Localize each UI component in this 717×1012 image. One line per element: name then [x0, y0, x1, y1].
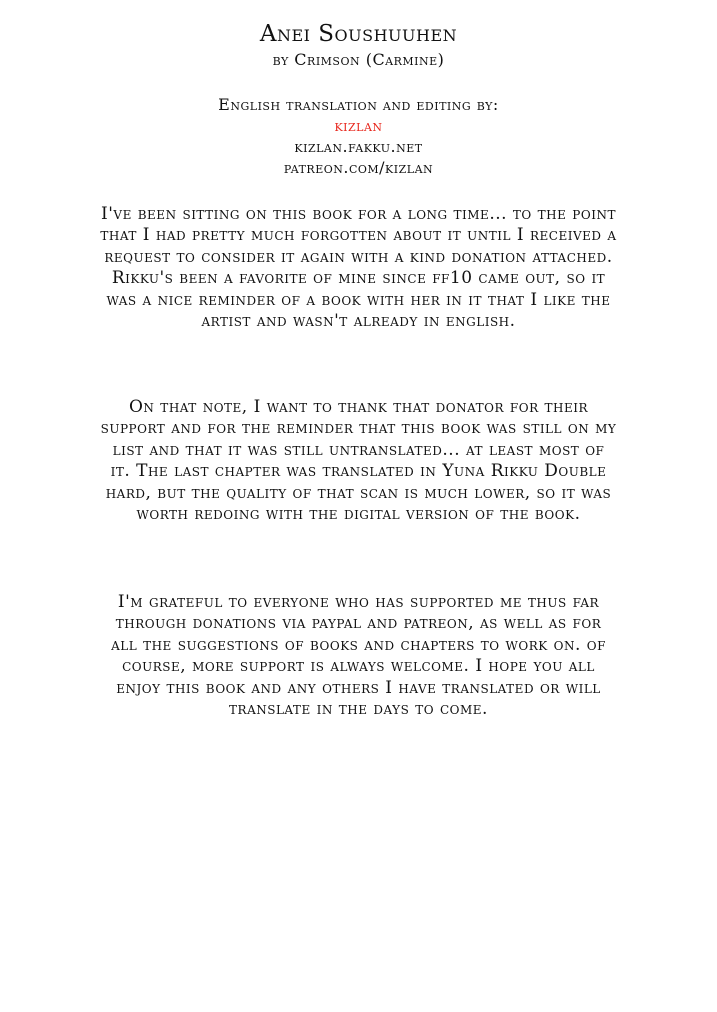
translator-patreon: patreon.com/kizlan: [283, 158, 434, 177]
credits-block: [0, 94, 717, 178]
translator-name: kizlan: [334, 116, 383, 135]
paragraph-2: On that note, I want to thank that donator for their support and for the reminder that this book was still on my list and that it was still untranslated... at least most of it. The last chapter was translated in Yuna Rikku Double hard, but the quality of that scan is much lower, so it was worth redoing with the digital version of the book.: [100, 397, 617, 525]
paragraph-3: I'm grateful to everyone who has supported me thus far through donations via paypal and patreon, as well as for all the suggestions of books and chapters to work on. of course, more support is always welcome. I hope you all enjoy this book and any others I have translated or will translate in the days to come.: [111, 592, 606, 720]
credits-heading: English translation and editing by:: [218, 95, 499, 114]
paragraph-1: I've been sitting on this book for a long time... to the point that I had pretty much forgotten about it until I received a request to consider it again with a kind donation attached. Rikku's been a favorite of mine since ff10 came out, so it was a nice reminder of a book with her in it that I like the artist and wasn't already in english.: [100, 204, 617, 332]
author-byline: by Crimson (Carmine): [272, 50, 445, 69]
translator-site: kizlan.fakku.net: [294, 137, 423, 156]
page-title: Anei Soushuuhen: [259, 21, 458, 47]
